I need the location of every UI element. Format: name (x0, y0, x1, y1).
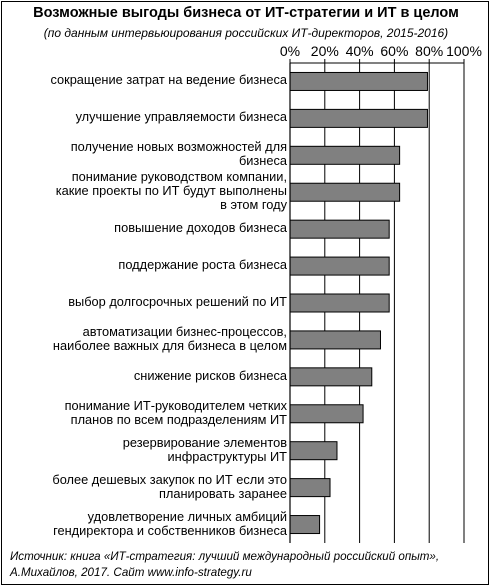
category-label-line: удовлетворение личных амбиций (87, 508, 287, 524)
bar (290, 331, 380, 349)
category-label (68, 295, 287, 309)
category-label-line: снижение рисков бизнеса (133, 367, 287, 383)
category-label-line: наиболее важных для бизнеса в целом (52, 337, 287, 353)
category-label-line: повышение доходов бизнеса (114, 220, 287, 236)
tick-label-x: 0% (279, 43, 301, 59)
category-label-line: в этом году (220, 197, 287, 213)
category-label (118, 258, 287, 272)
bar (290, 146, 400, 164)
tick-label-x: 20% (310, 43, 339, 59)
category-label-line: понимание ИТ-руководителем четких (64, 397, 287, 413)
bar (290, 183, 400, 201)
category-label (52, 473, 287, 501)
chart-subtitle: (по данным интервьюирования российских ИТ-директоров, 2015-2016) (43, 26, 449, 40)
bar (290, 368, 372, 386)
category-label (56, 170, 287, 212)
category-label-line: сокращение затрат на ведение бизнеса (50, 72, 287, 88)
category-label (134, 369, 287, 383)
category-label (76, 110, 287, 124)
tick-label-x: 60% (380, 43, 409, 59)
chart-title: Возможные выгоды бизнеса от ИТ-стратегии и ИТ в целом (33, 5, 459, 21)
bar (290, 479, 330, 497)
category-label (123, 436, 287, 464)
bar (290, 72, 427, 90)
category-label (114, 221, 287, 235)
tick-label-x: 100% (446, 43, 482, 59)
category-label-line: резервирование элементов (122, 434, 287, 450)
category-label-line: получение новых возможностей для (70, 139, 287, 155)
source-line-2: А.Михайлов, 2017. Сайт www.info-strategy.ru (10, 566, 252, 579)
source-line-1: Источник: книга «ИТ-стратегия: лучший международный российский опыт», (10, 550, 440, 563)
category-label-line: бизнеса (238, 153, 287, 169)
category-label-line: улучшение управляемости бизнеса (75, 109, 287, 125)
category-label (53, 510, 287, 538)
bar (290, 220, 389, 238)
category-label (50, 73, 287, 87)
category-label-line: инфраструктуры ИТ (167, 448, 287, 464)
category-label-line: понимание руководством компании, (71, 169, 287, 185)
category-label-line: выбор долгосрочных решений по ИТ (68, 294, 287, 309)
bar (290, 109, 427, 127)
category-label-line: автоматизации бизнес-процессов, (82, 323, 287, 339)
category-label-line: планировать заранее (158, 485, 287, 501)
bar (290, 294, 389, 312)
bar (290, 257, 389, 275)
category-label-line: поддержание роста бизнеса (118, 257, 287, 273)
category-label (53, 325, 287, 353)
bar (290, 516, 320, 534)
category-label (71, 140, 287, 168)
bar (290, 405, 363, 423)
source-note (10, 549, 439, 581)
tick-label-x: 40% (345, 43, 374, 59)
bar (290, 442, 337, 460)
category-label (65, 399, 287, 427)
category-label-line: какие проекты по ИТ будут выполнены (55, 183, 287, 199)
category-label-line: планов по всем подразделениям ИТ (70, 411, 287, 427)
tick-label-x: 80% (415, 43, 444, 59)
category-label-line: гендиректора и собственников бизнеса (53, 522, 287, 538)
category-label-line: более дешевых закупок по ИТ если это (52, 471, 287, 487)
